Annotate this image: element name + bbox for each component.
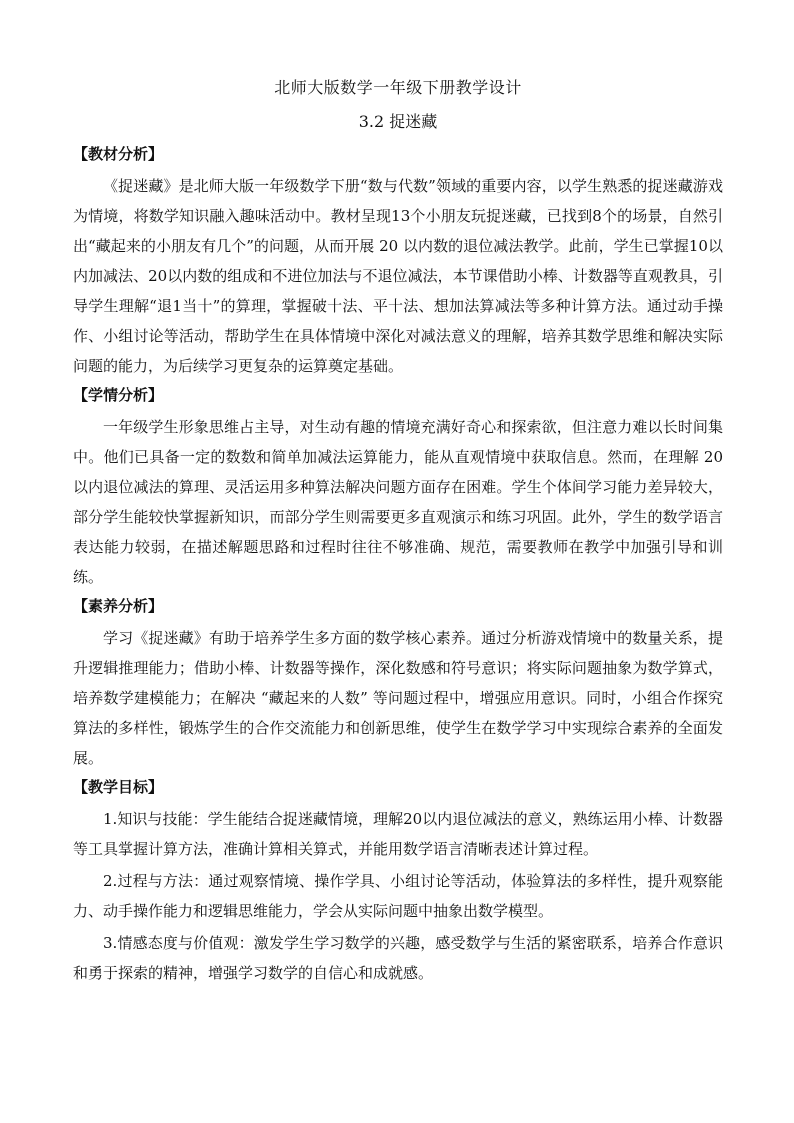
section-heading-student: 【学情分析】 [73,386,164,404]
textbook-analysis-paragraph: 《捉迷藏》是北师大版一年级数学下册“数与代数”领域的重要内容，以学生熟悉的捉迷藏游戏为情境，将数学知识融入趣味活动中。教材呈现13个小朋友玩捉迷藏，已找到8个的场景，自然引出“藏起来的小朋友有几个”的问题，从而开展 20 以内数的退位减法教学。此前，学生已掌握10以内加减法、20以内数的组成和不进位加法与不退位减法，本节课借助小棒、计数器等直观教具，引导学生理解“退1当十”的算理，掌握破十法、平十法、想加法算减法等多种计算方法。通过动手操作、小组讨论等活动，帮助学生在具体情境中深化对减法意义的理解，培养其数学思维和解决实际问题的能力，为后续学习更复杂的运算奠定基础。 [73,177,723,375]
literacy-analysis-paragraph: 学习《捉迷藏》有助于培养学生多方面的数学核心素养。通过分析游戏情境中的数量关系，提升逻辑推理能力；借助小棒、计数器等操作，深化数感和符号意识；将实际问题抽象为数学算式，培养数学建模能力；在解决 “藏起来的人数” 等问题过程中，增强应用意识。同时，小组合作探究算法的多样性，锻炼学生的合作交流能力和创新思维，使学生在数学学习中实现综合素养的全面发展。 [73,629,723,767]
section-heading-goals: 【教学目标】 [73,778,164,796]
document-page [73,72,723,990]
goal-item-knowledge: 1.知识与技能：学生能结合捉迷藏情境，理解20以内退位减法的意义，熟练运用小棒、计数器等工具掌握计算方法，准确计算相关算式，并能用数学语言清晰表述计算过程。 [73,810,723,858]
section-heading-literacy: 【素养分析】 [73,597,164,615]
goal-item-process: 2.过程与方法：通过观察情境、操作学具、小组讨论等活动，体验算法的多样性，提升观察能力、动手操作能力和逻辑思维能力，学会从实际问题中抽象出数学模型。 [73,872,723,920]
goal-item-attitude: 3.情感态度与价值观：激发学生学习数学的兴趣，感受数学与生活的紧密联系，培养合作意识和勇于探索的精神，增强学习数学的自信心和成就感。 [73,934,723,982]
student-analysis-paragraph: 一年级学生形象思维占主导，对生动有趣的情境充满好奇心和探索欲，但注意力难以长时间集中。他们已具备一定的数数和简单加减法运算能力，能从直观情境中获取信息。然而，在理解 20 以内退位减法的算理、灵活运用多种算法解决问题方面存在困难。学生个体间学习能力差异较大，部分学生能较快掌握新知识，而部分学生则需要更多直观演示和练习巩固。此外，学生的数学语言表达能力较弱，在描述解题思路和过程时往往不够准确、规范，需要教师在教学中加强引导和训练。 [73,418,723,586]
lesson-title: 3.2 捉迷藏 [358,112,438,131]
section-heading-textbook: 【教材分析】 [73,145,164,163]
document-title: 北师大版数学一年级下册教学设计 [274,78,522,97]
